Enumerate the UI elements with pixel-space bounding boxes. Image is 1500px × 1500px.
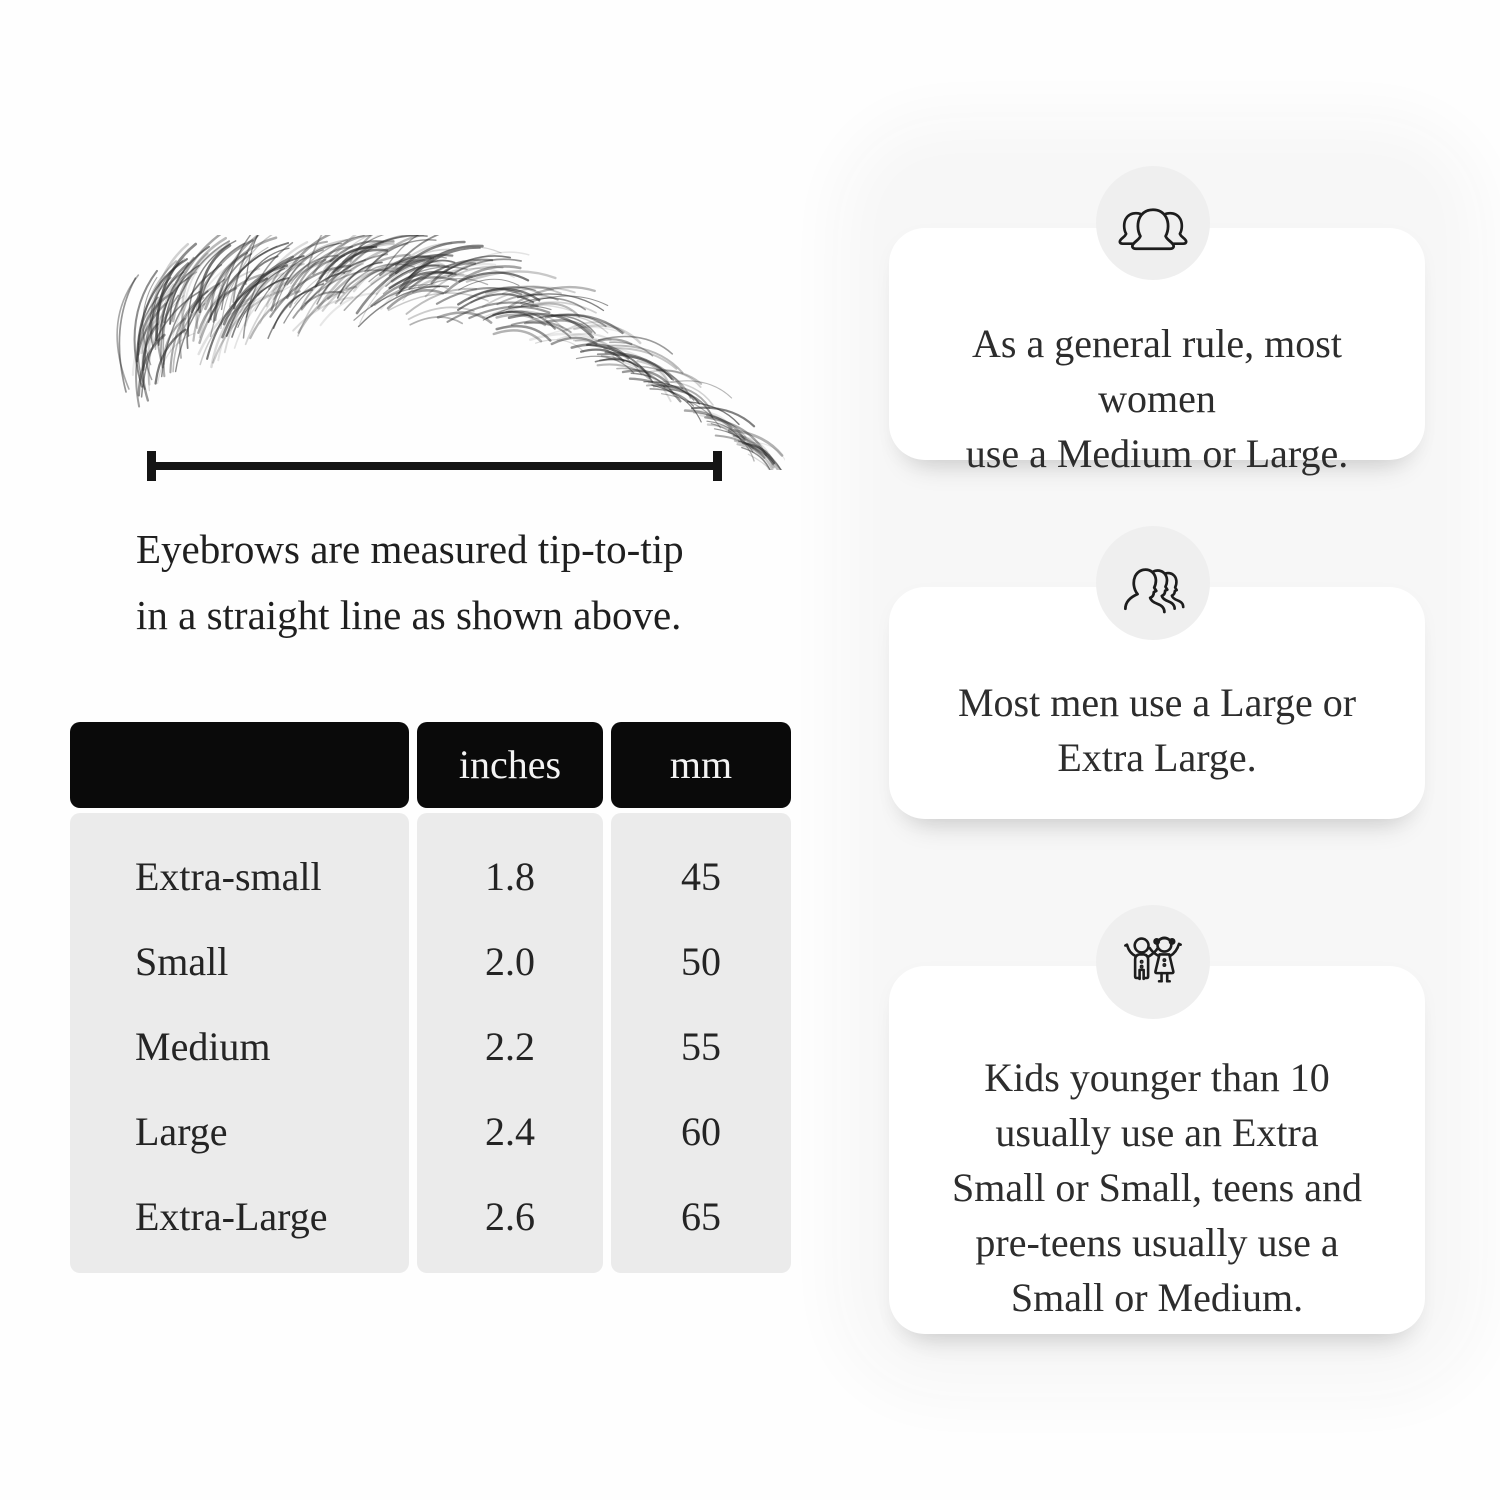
- table-row-size-label: Extra-small: [135, 854, 322, 899]
- eyebrow-illustration-svg: [95, 235, 785, 470]
- measure-line-right-cap: [713, 451, 722, 481]
- kids-icon: [1114, 930, 1192, 1000]
- table-row-size-label: Medium: [135, 1024, 271, 1069]
- women-group-icon: [1114, 195, 1192, 257]
- table-row-mm-value: 60: [681, 1109, 721, 1154]
- table-row-inches-value: 1.8: [485, 854, 535, 899]
- table-row-inches-value: 2.4: [485, 1109, 535, 1154]
- info-card-kids: [889, 966, 1425, 1334]
- text-line: Small or Small, teens and: [952, 1165, 1362, 1210]
- text-line: use a Medium or Large.: [965, 431, 1349, 476]
- women-icon-circle: [1096, 166, 1210, 280]
- men-icon-circle: [1096, 526, 1210, 640]
- text-line: As a general rule, most women: [972, 321, 1342, 421]
- table-row-mm-value: 45: [681, 854, 721, 899]
- text-line: Extra Large.: [1057, 735, 1257, 780]
- table-row-size-label: Extra-Large: [135, 1194, 328, 1239]
- table-row-inches-value: 2.6: [485, 1194, 535, 1239]
- measure-line-left-cap: [147, 451, 156, 481]
- text-line: in a straight line as shown above.: [136, 592, 682, 638]
- table-header-inches: inches: [417, 722, 603, 808]
- table-header-mm: mm: [611, 722, 791, 808]
- text-line: usually use an Extra: [995, 1110, 1319, 1155]
- text-line: Kids younger than 10: [984, 1055, 1330, 1100]
- table-row-mm-value: 50: [681, 939, 721, 984]
- table-header-size: [70, 722, 409, 808]
- eyebrow-illustration: [95, 235, 785, 470]
- table-row-size-label: Small: [135, 939, 229, 984]
- text-line: Eyebrows are measured tip-to-tip: [136, 526, 684, 572]
- table-row-size-label: Large: [135, 1109, 228, 1154]
- text-line: Small or Medium.: [1010, 1275, 1304, 1320]
- kids-icon-circle: [1096, 905, 1210, 1019]
- table-row-inches-value: 2.0: [485, 939, 535, 984]
- table-row-mm-value: 65: [681, 1194, 721, 1239]
- table-row-inches-value: 2.2: [485, 1024, 535, 1069]
- measurement-caption: [136, 516, 776, 648]
- men-group-icon: [1114, 555, 1192, 617]
- text-line: Most men use a Large or: [957, 680, 1357, 725]
- table-row-mm-value: 55: [681, 1024, 721, 1069]
- text-line: pre-teens usually use a: [975, 1220, 1339, 1265]
- measure-line: [150, 462, 720, 470]
